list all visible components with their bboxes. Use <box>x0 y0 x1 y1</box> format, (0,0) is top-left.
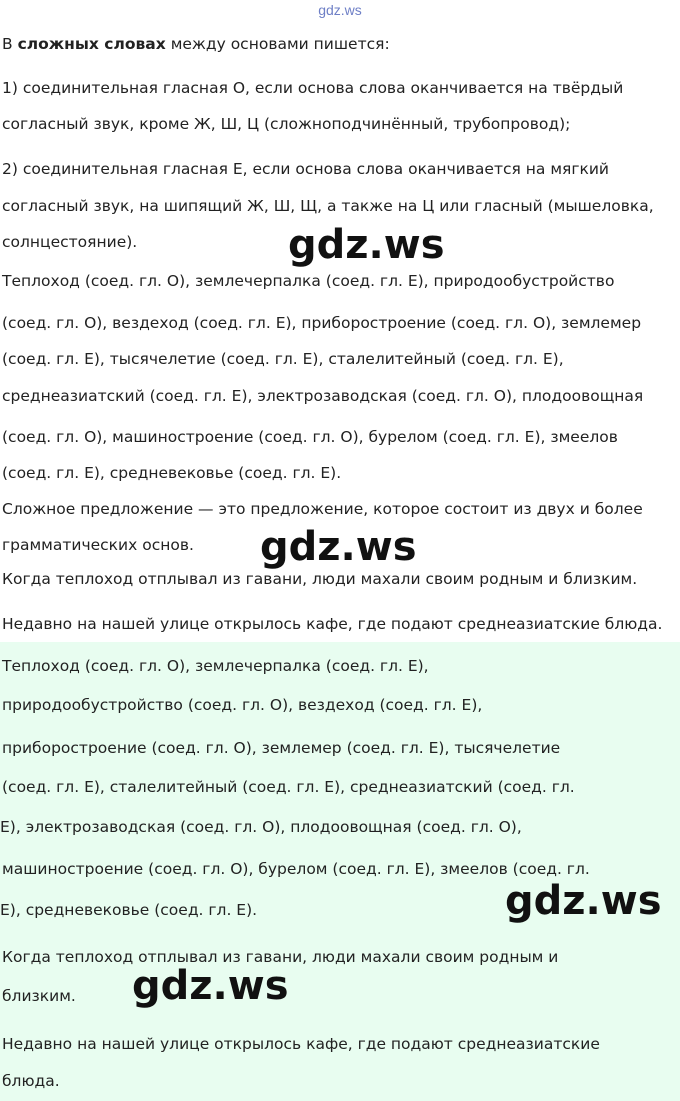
rule-intro-pre: В <box>2 35 18 53</box>
rule-intro <box>2 34 390 54</box>
site-watermark: gdz.ws <box>288 222 445 268</box>
rule-intro-post: между основами пишется: <box>165 35 390 53</box>
example-sentence-2: Недавно на нашей улице открылось кафе, где подают среднеазиатские блюда. <box>2 615 663 633</box>
answer-words-line: Теплоход (соед. гл. О), землечерпалка (соед. гл. Е), <box>2 657 429 675</box>
answer-sentence-1-line-1: Когда теплоход отплывал из гавани, люди махали своим родным и <box>2 948 559 966</box>
rule-point-2-line-3: солнцестояние). <box>2 233 138 251</box>
answer-sentence-1-line-2: близким. <box>2 987 76 1005</box>
words-line: (соед. гл. О), вездеход (соед. гл. Е), приборостроение (соед. гл. О), землемер <box>2 314 642 332</box>
answer-words-line: (соед. гл. Е), сталелитейный (соед. гл. Е), среднеазиатский (соед. гл. <box>2 778 575 796</box>
words-line: (соед. гл. О), машиностроение (соед. гл. О), бурелом (соед. гл. Е), змеелов <box>2 428 618 446</box>
answer-sentence-2-line-1: Недавно на нашей улице открылось кафе, где подают среднеазиатские <box>2 1035 600 1053</box>
site-watermark: gdz.ws <box>505 878 662 924</box>
rule-point-1-line-1: 1) соединительная гласная О, если основа слова оканчивается на твёрдый <box>2 79 624 97</box>
answer-sentence-2-line-2: блюда. <box>2 1072 60 1090</box>
site-watermark: gdz.ws <box>132 963 289 1009</box>
rule-point-1-line-2: согласный звук, кроме Ж, Ш, Ц (сложноподчинённый, трубопровод); <box>2 115 571 133</box>
answer-words-line: машиностроение (соед. гл. О), бурелом (соед. гл. Е), змеелов (соед. гл. <box>2 860 590 878</box>
words-line: (соед. гл. Е), средневековье (соед. гл. Е). <box>2 464 342 482</box>
words-line: Теплоход (соед. гл. О), землечерпалка (соед. гл. Е), природообустройство <box>2 272 615 290</box>
site-watermark: gdz.ws <box>260 524 417 570</box>
answer-words-line: Е), средневековье (соед. гл. Е). <box>0 901 258 919</box>
answer-words-line: Е), электрозаводская (соед. гл. О), плодоовощная (соед. гл. О), <box>0 818 522 836</box>
answer-words-line: приборостроение (соед. гл. О), землемер (соед. гл. Е), тысячелетие <box>2 739 561 757</box>
words-line: среднеазиатский (соед. гл. Е), электрозаводская (соед. гл. О), плодоовощная <box>2 387 644 405</box>
words-line: (соед. гл. Е), тысячелетие (соед. гл. Е), сталелитейный (соед. гл. Е), <box>2 350 564 368</box>
site-watermark-top: gdz.ws <box>318 2 362 18</box>
rule-point-2-line-2: согласный звук, на шипящий Ж, Ш, Щ, а также на Ц или гласный (мышеловка, <box>2 197 654 215</box>
rule-intro-bold: сложных словах <box>17 35 166 53</box>
answer-words-line: природообустройство (соед. гл. О), вездеход (соед. гл. Е), <box>2 696 483 714</box>
definition-line-2: грамматических основ. <box>2 536 194 554</box>
rule-point-2-line-1: 2) соединительная гласная Е, если основа слова оканчивается на мягкий <box>2 160 609 178</box>
definition-line-1: Сложное предложение — это предложение, которое состоит из двух и более <box>2 500 643 518</box>
example-sentence-1: Когда теплоход отплывал из гавани, люди махали своим родным и близким. <box>2 570 638 588</box>
